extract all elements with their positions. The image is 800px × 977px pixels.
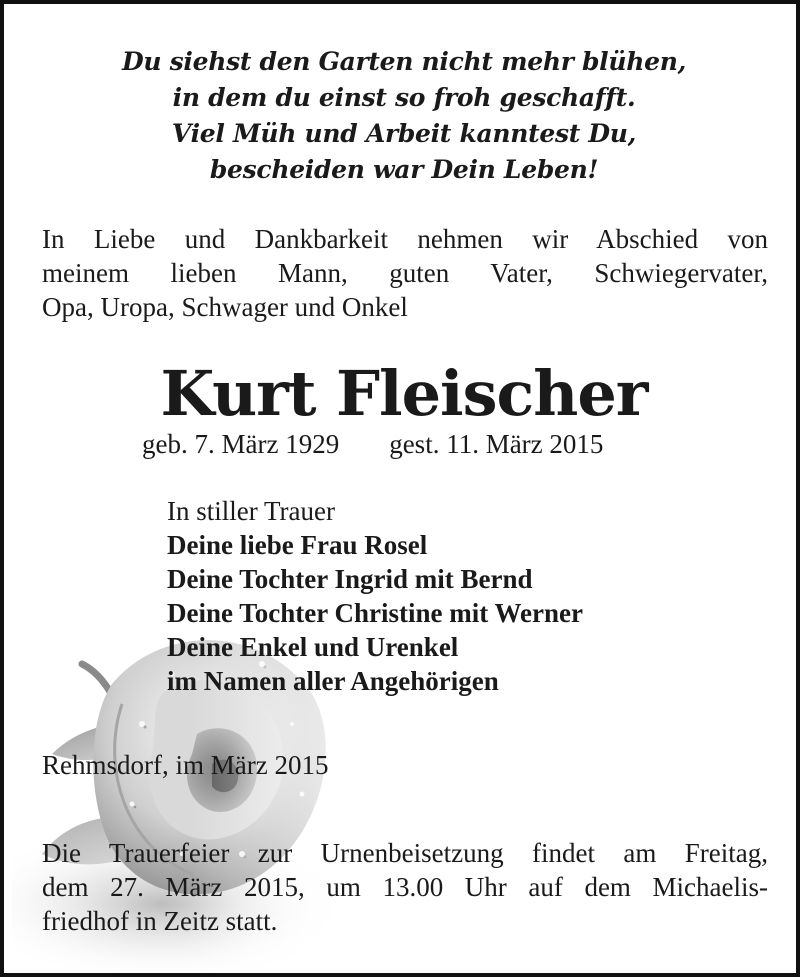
poem-line: bescheiden war Dein Leben! [209, 155, 599, 184]
farewell-text [42, 222, 768, 324]
mourner-name: Deine Enkel und Urenkel [167, 632, 459, 662]
poem-line: Viel Müh und Arbeit kanntest Du, [171, 119, 637, 148]
ceremony-line: Die Trauerfeier zur Urnenbeisetzung findet am Freitag, [42, 838, 768, 868]
mourner-name: Deine Tochter Ingrid mit Bernd [167, 564, 533, 594]
farewell-line: Opa, Uropa, Schwager und Onkel [42, 292, 408, 322]
death-date: gest. 11. März 2015 [389, 429, 604, 459]
ceremony-line: dem 27. März 2015, um 13.00 Uhr auf dem Michaelis- [42, 872, 768, 902]
ceremony-line: friedhof in Zeitz statt. [42, 906, 278, 936]
mourners-heading: In stiller Trauer [167, 496, 335, 526]
mourners-block [167, 494, 583, 698]
poem-line: Du siehst den Garten nicht mehr blühen, [121, 47, 686, 76]
farewell-line: meinem lieben Mann, guten Vater, Schwiegervater, [42, 258, 768, 288]
deceased-name: Kurt Fleischer [160, 357, 648, 430]
birth-date: geb. 7. März 1929 [142, 429, 340, 459]
farewell-line: In Liebe und Dankbarkeit nehmen wir Abschied von [42, 224, 768, 254]
place-date: Rehmsdorf, im März 2015 [42, 750, 329, 780]
life-dates [142, 428, 603, 460]
mourner-name: im Namen aller Angehörigen [167, 666, 499, 696]
mourner-name: Deine liebe Frau Rosel [167, 530, 428, 560]
mourner-name: Deine Tochter Christine mit Werner [167, 598, 583, 628]
poem-line: in dem du einst so froh geschafft. [172, 83, 636, 112]
poem [4, 44, 800, 188]
ceremony-info [42, 836, 768, 938]
